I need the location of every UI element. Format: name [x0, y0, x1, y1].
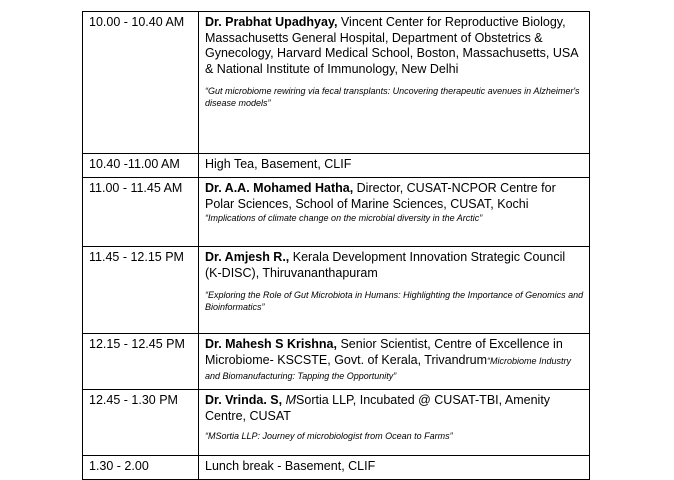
talk-title: “Exploring the Role of Gut Microbiota in Humans: Highlighting the Importance of Genomics and Bioinformatics”: [205, 290, 584, 312]
speaker-affiliation: Senior Scientist, Centre of Excellence in Microbiome- KSCSTE, Govt. of Kerala, Trivandrum: [205, 337, 563, 367]
talk-title: “Microbiome Industry and Biomanufacturing: Tapping the Opportunity”: [205, 355, 572, 381]
speaker-affiliation-italic: M: [285, 393, 297, 407]
session-cell: Lunch break - Basement, CLIF: [199, 456, 590, 480]
speaker-name: Dr. Amjesh R.,: [205, 250, 290, 264]
speaker-affiliation: Sortia LLP, Incubated @ CUSAT-TBI, Amenity Centre, CUSAT: [205, 393, 551, 423]
talk-title: “Gut microbiome rewiring via fecal transplants: Uncovering therapeutic avenues in Alzheimer's disease models”: [205, 86, 580, 108]
time-cell: 10.40 -11.00 AM: [83, 154, 199, 178]
time-cell: 11.45 - 12.15 PM: [83, 247, 199, 334]
session-cell: [199, 178, 590, 247]
speaker-affiliation: Kerala Development Innovation Strategic Council (K-DISC), Thiruvananthapuram: [205, 250, 566, 280]
speaker-affiliation: Vincent Center for Reproductive Biology, Massachusetts General Hospital, Department of Obstetrics & Gynecology, Harvard Medical School, Boston, Massachusetts, USA & National Institute of Immunology, New Delhi: [205, 15, 578, 76]
speaker-name: Dr. Vrinda. S,: [205, 393, 283, 407]
talk-title: “MSortia LLP: Journey of microbiologist from Ocean to Farms”: [205, 431, 453, 441]
table-row: [83, 178, 590, 247]
schedule-table: [82, 11, 590, 480]
session-cell: [199, 12, 590, 154]
speaker-name: Dr. Mahesh S Krishna,: [205, 337, 337, 351]
time-cell: 12.15 - 12.45 PM: [83, 334, 199, 390]
talk-title: “Implications of climate change on the microbial diversity in the Arctic”: [205, 213, 483, 223]
table-row: [83, 334, 590, 390]
table-row: [83, 390, 590, 456]
speaker-name: Dr. Prabhat Upadhyay,: [205, 15, 338, 29]
table-row: [83, 12, 590, 154]
time-cell: 10.00 - 10.40 AM: [83, 12, 199, 154]
time-cell: 1.30 - 2.00: [83, 456, 199, 480]
session-cell: High Tea, Basement, CLIF: [199, 154, 590, 178]
table-row: [83, 456, 590, 480]
session-cell: [199, 247, 590, 334]
table-row: [83, 154, 590, 178]
session-cell: [199, 334, 590, 390]
time-cell: 12.45 - 1.30 PM: [83, 390, 199, 456]
time-cell: 11.00 - 11.45 AM: [83, 178, 199, 247]
session-cell: [199, 390, 590, 456]
speaker-affiliation: Director, CUSAT-NCPOR Centre for Polar Sciences, School of Marine Sciences, CUSAT, Kochi: [205, 181, 556, 211]
speaker-name: Dr. A.A. Mohamed Hatha,: [205, 181, 354, 195]
table-row: [83, 247, 590, 334]
